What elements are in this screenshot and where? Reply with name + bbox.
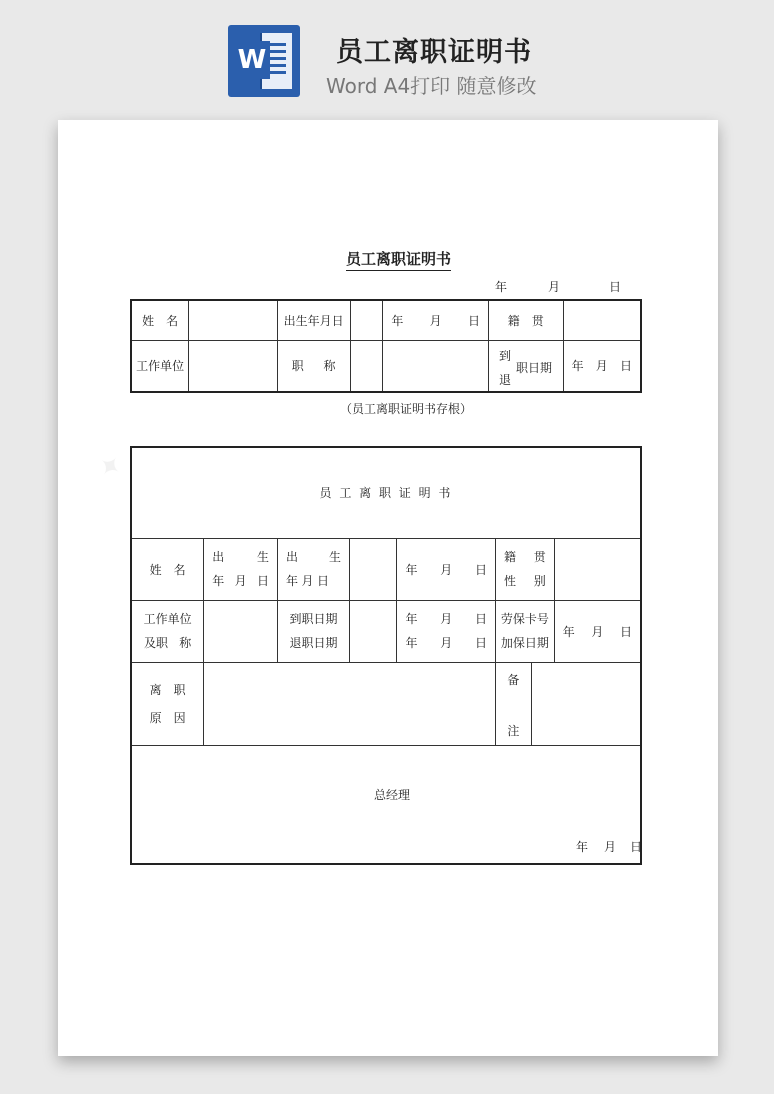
date-day: 日	[609, 280, 622, 294]
cert-native-b: 贯	[533, 550, 546, 564]
cert-insure-day: 日	[619, 624, 632, 639]
sign-month: 月	[604, 839, 617, 854]
stub-table	[130, 299, 642, 393]
cert-insurance-label	[495, 600, 554, 662]
cert-year: 年	[405, 562, 418, 577]
leave-char: 退	[498, 372, 511, 387]
cert-birth-b: 生	[257, 550, 270, 564]
native-label: 籍 贯	[488, 300, 563, 340]
cert-unit-b: 及职	[144, 636, 169, 650]
manager-label: 总经理	[374, 787, 411, 802]
cert-birth-field[interactable]	[349, 538, 397, 600]
cert-leave-label: 退职日期	[289, 636, 338, 650]
cert-ymd-day: 日	[257, 574, 270, 588]
birth-year: 年	[391, 313, 404, 328]
birth-date-field[interactable]	[383, 300, 489, 340]
job-title-field-a[interactable]	[350, 340, 383, 392]
birth-day: 日	[467, 313, 480, 328]
cert-gender-a: 性	[503, 574, 516, 588]
arrive-char: 到	[498, 348, 511, 363]
stub-caption: （员工离职证明书存根）	[340, 402, 473, 416]
cert-native-field[interactable]	[554, 538, 641, 600]
cert-insure-label: 加保日期	[500, 636, 549, 650]
cert-name-label: 姓 名	[131, 538, 204, 600]
job-title-label-b: 称	[323, 359, 336, 374]
cert-arrive-label: 到职日期	[289, 612, 338, 626]
cert-ymd-year: 年	[212, 574, 225, 588]
cert-reason-b: 原 因	[149, 710, 186, 725]
cert-birth-label	[204, 538, 278, 600]
cert-insure-month: 月	[591, 624, 604, 639]
period-year: 年	[571, 359, 584, 374]
cert-unit-field[interactable]	[204, 600, 278, 662]
cert-dates-label	[278, 600, 350, 662]
name-label: 姓 名	[131, 300, 189, 340]
cert-day: 日	[474, 562, 487, 577]
period-month: 月	[595, 359, 608, 374]
cert-leave-day: 日	[474, 636, 487, 650]
cert-remark-a: 备	[507, 672, 520, 687]
name-field[interactable]	[189, 300, 277, 340]
cert-remark-field[interactable]	[531, 662, 641, 745]
period-date-field[interactable]	[563, 340, 641, 392]
job-title-label-a: 职	[291, 359, 304, 374]
banner	[0, 0, 774, 110]
period-label	[488, 340, 563, 392]
cert-leave-year: 年	[405, 636, 418, 650]
cert-reason-label	[131, 662, 204, 745]
period-text: 职日期	[515, 360, 552, 375]
sign-year: 年	[576, 839, 589, 854]
cert-reason-a: 离 职	[149, 682, 186, 697]
cert-birth-label-2	[278, 538, 350, 600]
word-letter: W	[234, 41, 270, 79]
cert-native-gender-label	[495, 538, 554, 600]
banner-title: 员工离职证明书	[336, 37, 532, 68]
date-year: 年	[495, 280, 508, 294]
document-title: 员工离职证明书	[346, 248, 451, 271]
certificate-table	[130, 446, 642, 865]
cert-signature-cell[interactable]	[131, 745, 641, 864]
cert-leave-month: 月	[440, 636, 453, 650]
cert-insure-year: 年	[562, 624, 575, 639]
native-field[interactable]	[563, 300, 641, 340]
cert-card-label: 劳保卡号	[500, 612, 549, 626]
unit-field[interactable]	[189, 340, 277, 392]
cert-ymd-day-2: 日	[316, 574, 329, 588]
birth-month: 月	[429, 313, 442, 328]
cert-ymd-year-2: 年	[286, 574, 299, 588]
cert-arrive-day: 日	[474, 612, 487, 626]
cert-dates-field[interactable]	[349, 600, 397, 662]
birth-label: 出生年月日	[277, 300, 350, 340]
job-title-field[interactable]	[383, 340, 489, 392]
period-day: 日	[619, 359, 632, 374]
date-month: 月	[548, 280, 561, 294]
cert-unit-c: 称	[179, 636, 192, 650]
cert-native-a: 籍	[503, 550, 516, 564]
cert-reason-field[interactable]	[204, 662, 496, 745]
document-page	[58, 120, 718, 1056]
sign-day: 日	[630, 839, 643, 854]
cert-insure-date-field[interactable]	[554, 600, 641, 662]
cert-arrive-month: 月	[440, 612, 453, 626]
cert-ymd-month-2: 月	[301, 574, 314, 588]
word-app-icon	[228, 25, 300, 97]
certificate-heading: 员 工 离 职 证 明 书	[131, 447, 641, 538]
watermark: ✦	[90, 446, 129, 487]
cert-dates-values[interactable]	[397, 600, 496, 662]
birth-field[interactable]	[350, 300, 383, 340]
cert-birth-date-field[interactable]	[397, 538, 496, 600]
cert-unit-label	[131, 600, 204, 662]
cert-unit-a: 工作单位	[143, 612, 192, 626]
cert-birth-b-2: 生	[328, 550, 341, 564]
cert-month: 月	[440, 562, 453, 577]
cert-remark-b: 注	[507, 723, 520, 738]
cert-birth-a: 出	[212, 550, 225, 564]
cert-arrive-year: 年	[405, 612, 418, 626]
job-title-label	[277, 340, 350, 392]
banner-subtitle: Word A4打印 随意修改	[326, 74, 537, 98]
cert-ymd-month: 月	[234, 574, 247, 588]
cert-birth-a-2: 出	[286, 550, 299, 564]
unit-label: 工作单位	[131, 340, 189, 392]
cert-gender-b: 别	[533, 574, 546, 588]
cert-remark-label	[495, 662, 531, 745]
